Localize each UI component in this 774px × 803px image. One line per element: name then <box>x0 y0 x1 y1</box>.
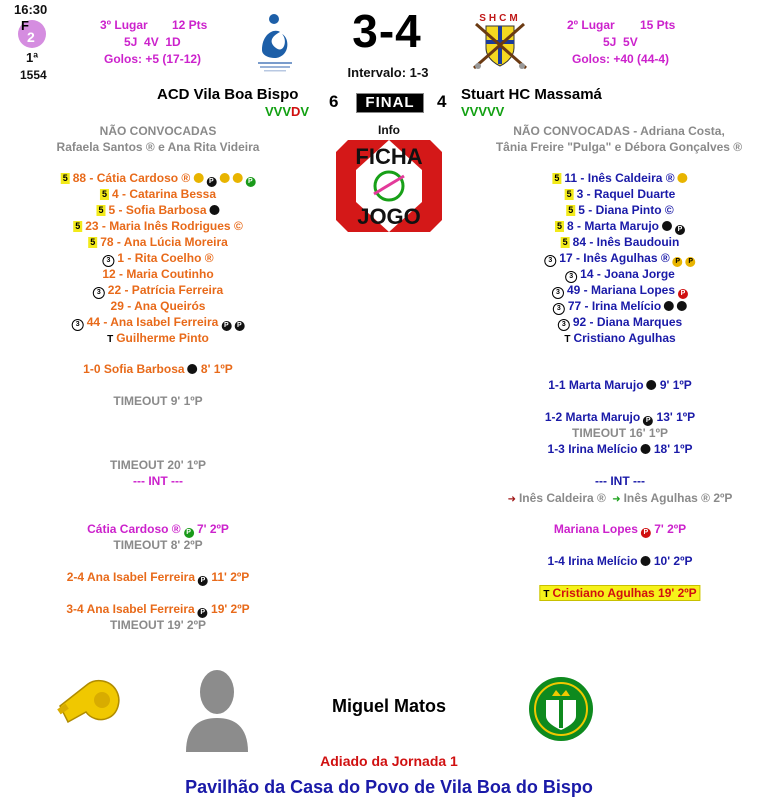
goal-ball-icon <box>641 556 651 566</box>
penalty-icon: P <box>234 321 244 331</box>
event-text: 3-4 Ana Isabel Ferreira <box>66 602 195 616</box>
event-text: Mariana Lopes <box>553 522 638 536</box>
event-time: 7' 2ºP <box>650 522 687 536</box>
away-team-logo[interactable] <box>468 10 532 74</box>
starter-badge: 5 <box>62 173 68 183</box>
sub-in-player: Inês Agulhas ® 2ºP <box>623 491 733 505</box>
sub-badge: 3 <box>558 319 570 331</box>
home-event <box>83 362 233 376</box>
away-points: 15 Pts <box>640 18 676 32</box>
event-time: 9' 1ºP <box>656 378 692 392</box>
sub-badge: 3 <box>565 271 577 283</box>
event-text: 1-2 Marta Marujo <box>544 410 641 424</box>
final-score: 3-4 <box>352 5 422 57</box>
penalty-icon: P <box>686 257 696 267</box>
away-player-row[interactable] <box>561 235 680 249</box>
penalty-icon: P <box>675 225 685 235</box>
event-text: Cátia Cardoso ® <box>87 522 181 536</box>
goal-ball-icon <box>641 444 651 454</box>
home-player-row[interactable] <box>93 283 223 299</box>
yellow-card-icon <box>232 173 242 183</box>
player-name: 84 - Inês Baudouin <box>572 235 680 249</box>
home-event <box>113 394 202 408</box>
coach-t-icon: T <box>564 334 571 345</box>
league-badge-letter: F <box>21 18 29 33</box>
home-record: 5J 4V 1D <box>124 35 181 49</box>
player-name: 8 - Marta Marujo <box>567 219 660 233</box>
player-name: 11 - Inês Caldeira ® <box>564 171 675 185</box>
league-badge <box>18 20 46 48</box>
goal-ball-icon <box>677 301 687 311</box>
away-event <box>548 378 692 392</box>
round-label: 1ª <box>26 50 39 65</box>
coach-event-highlight <box>539 586 700 600</box>
away-player-row[interactable] <box>555 219 685 235</box>
player-name: 22 - Patrícia Ferreira <box>107 283 224 297</box>
player-name: 23 - Maria Inês Rodrigues © <box>85 219 243 233</box>
home-standing: 3º Lugar <box>100 18 148 32</box>
starter-badge: 5 <box>75 221 81 231</box>
player-name: Cristiano Agulhas <box>573 331 676 345</box>
halftime-score: Intervalo: 1-3 <box>347 65 429 80</box>
sub-badge: 3 <box>72 319 84 331</box>
starter-badge: 5 <box>562 237 568 247</box>
player-name: 3 - Raquel Duarte <box>576 187 676 201</box>
home-team-logo[interactable] <box>252 10 298 74</box>
sub-out-arrow-icon: ➜ <box>507 494 516 505</box>
home-event <box>66 602 249 618</box>
away-unavailable-names: Tânia Freire "Pulga" e Débora Gonçalves ® <box>495 140 743 154</box>
status-label: FINAL <box>365 94 415 111</box>
ficha-bottom-word: JOGO <box>357 204 421 229</box>
goal-ball-icon <box>664 301 674 311</box>
player-name: 5 - Sofia Barbosa <box>108 203 207 217</box>
game-id: 1554 <box>20 68 47 82</box>
player-name: 78 - Ana Lúcia Moreira <box>100 235 228 249</box>
player-name: 29 - Ana Queirós <box>110 299 206 313</box>
starter-badge: 5 <box>566 189 572 199</box>
home-player-row[interactable] <box>96 203 219 217</box>
home-player-row[interactable] <box>73 219 243 233</box>
event-text: 1-3 Irina Melício <box>547 442 638 456</box>
event-time: 11' 2ºP <box>208 570 250 584</box>
goal-ball-icon <box>662 221 672 231</box>
sub-badge: 3 <box>552 287 564 299</box>
home-player-row[interactable] <box>61 171 256 187</box>
yellow-card-icon <box>219 173 229 183</box>
away-goals-scored: 4 <box>437 92 447 111</box>
away-player-row[interactable] <box>558 315 682 331</box>
penalty-icon: P <box>206 177 216 187</box>
home-player-row[interactable] <box>72 315 245 331</box>
penalty-icon: P <box>678 289 688 299</box>
event-text: --- INT --- <box>133 474 183 488</box>
away-player-row[interactable] <box>552 283 688 299</box>
away-event <box>572 426 668 440</box>
away-standing: 2º Lugar <box>567 18 615 32</box>
home-event <box>110 618 206 632</box>
league-badge-number: 2 <box>27 29 35 45</box>
yellow-card-icon <box>678 173 688 183</box>
home-event <box>133 474 183 488</box>
home-goals: Golos: +5 (17-12) <box>104 52 202 66</box>
player-name: 92 - Diana Marques <box>572 315 683 329</box>
home-player-row[interactable] <box>102 267 213 281</box>
penalty-icon: P <box>673 257 683 267</box>
coach-event-text: Cristiano Agulhas 19' 2ºP <box>552 586 697 600</box>
home-event <box>67 570 250 586</box>
penalty-icon: P <box>245 177 255 187</box>
substitution-event <box>508 491 733 505</box>
home-points: 12 Pts <box>172 18 208 32</box>
event-text: 2-4 Ana Isabel Ferreira <box>66 570 196 584</box>
event-text: 1-1 Marta Marujo <box>548 378 644 392</box>
home-unavailable-title: NÃO CONVOCADAS <box>99 124 217 138</box>
starter-badge: 5 <box>568 205 574 215</box>
info-link[interactable]: Info <box>378 123 400 137</box>
home-goals-scored: 6 <box>329 92 339 111</box>
away-player-row[interactable] <box>553 299 687 315</box>
goal-ball-icon <box>647 380 657 390</box>
away-logo-letters: SHCM <box>479 13 521 24</box>
sub-badge: 3 <box>544 255 556 267</box>
event-time: 7' 2ºP <box>193 522 229 536</box>
event-time: 10' 2ºP <box>650 554 693 568</box>
association-logo <box>528 676 594 742</box>
yellow-card-icon <box>193 173 203 183</box>
player-name: 14 - Joana Jorge <box>580 267 675 281</box>
player-name: 77 - Irina Melício <box>567 299 662 313</box>
away-player-row[interactable] <box>565 187 676 201</box>
player-name: 17 - Inês Agulhas ® <box>559 251 670 265</box>
penalty-icon: P <box>641 528 651 538</box>
event-text: TIMEOUT 20' 1ºP <box>110 458 206 472</box>
starter-badge: 5 <box>90 237 96 247</box>
penalty-icon: P <box>198 608 208 618</box>
home-event <box>113 538 202 552</box>
away-form: VVVVV <box>461 104 505 119</box>
event-time: 8' 1ºP <box>197 362 233 376</box>
whistle-icon <box>54 676 124 726</box>
home-event <box>110 458 206 472</box>
home-player-row[interactable] <box>102 251 213 267</box>
penalty-icon: P <box>221 321 231 331</box>
sub-out-player: Inês Caldeira ® <box>518 491 606 505</box>
home-form-draw: D <box>291 104 301 119</box>
away-player-row[interactable] <box>552 171 687 185</box>
away-record: 5J 5V <box>603 35 638 49</box>
player-name: 1 - Rita Coelho ® <box>117 251 214 265</box>
starter-badge: 5 <box>554 173 560 183</box>
match-time: 16:30 <box>14 2 48 17</box>
event-time: 18' 1ºP <box>650 442 693 456</box>
penalty-icon: P <box>184 528 194 538</box>
event-time: 19' 2ºP <box>207 602 250 616</box>
away-unavailable-title: NÃO CONVOCADAS - Adriana Costa, <box>513 124 725 138</box>
home-team-name[interactable]: ACD Vila Boa Bispo <box>157 86 299 103</box>
away-player-row[interactable] <box>564 331 675 345</box>
postponement-note: Adiado da Jornada 1 <box>320 753 458 769</box>
referee-avatar <box>186 664 248 752</box>
event-text: TIMEOUT 19' 2ºP <box>110 618 206 632</box>
starter-badge: 5 <box>556 221 562 231</box>
away-player-row[interactable] <box>565 267 675 283</box>
sub-badge: 3 <box>553 303 565 315</box>
event-text: --- INT --- <box>595 474 645 488</box>
home-player-row[interactable] <box>107 331 209 345</box>
penalty-icon: P <box>198 576 208 586</box>
ficha-jogo-logo[interactable] <box>336 140 442 232</box>
status-badge <box>356 93 424 113</box>
event-text: TIMEOUT 16' 1ºP <box>572 426 668 440</box>
goal-ball-icon <box>188 364 198 374</box>
coach-t-icon: T <box>543 589 550 600</box>
away-event <box>595 474 645 488</box>
player-name: 88 - Cátia Cardoso ® <box>72 171 191 185</box>
home-unavailable-names: Rafaela Santos ® e Ana Rita Videira <box>56 140 260 154</box>
player-name: Guilherme Pinto <box>116 331 209 345</box>
event-text: 1-0 Sofia Barbosa <box>83 362 185 376</box>
coach-t-icon: T <box>107 334 114 345</box>
sub-badge: 3 <box>102 255 114 267</box>
home-form-win-last: V <box>300 104 310 119</box>
home-event <box>87 522 229 538</box>
player-name: 5 - Diana Pinto © <box>578 203 674 217</box>
player-name: 4 - Catarina Bessa <box>111 187 217 201</box>
home-player-row[interactable] <box>88 235 228 249</box>
goal-ball-icon <box>210 205 220 215</box>
away-event <box>548 442 693 456</box>
player-name: 44 - Ana Isabel Ferreira <box>86 315 219 329</box>
home-player-row[interactable] <box>100 187 216 201</box>
sub-badge: 3 <box>93 287 105 299</box>
event-text: TIMEOUT 8' 2ºP <box>113 538 203 552</box>
away-player-row[interactable] <box>566 203 674 217</box>
penalty-icon: P <box>643 416 653 426</box>
away-team-name[interactable]: Stuart HC Massamá <box>461 86 602 103</box>
sub-in-arrow-icon: ➜ <box>612 494 621 505</box>
away-event <box>548 554 693 568</box>
event-time: 13' 1ºP <box>653 410 696 424</box>
event-text: TIMEOUT 9' 1ºP <box>113 394 203 408</box>
home-form <box>265 104 309 119</box>
away-event <box>554 522 686 538</box>
venue-name[interactable]: Pavilhão da Casa do Povo de Vila Boa do Bispo <box>185 777 593 797</box>
away-player-row[interactable] <box>544 251 695 267</box>
event-text: 1-4 Irina Melício <box>547 554 638 568</box>
player-name: 49 - Mariana Lopes <box>566 283 676 297</box>
referee-name[interactable]: Miguel Matos <box>331 696 447 716</box>
ficha-top-word: FICHA <box>355 144 423 169</box>
home-form-wins: VVV <box>265 104 292 119</box>
away-goals: Golos: +40 (44-4) <box>572 52 670 66</box>
starter-badge: 5 <box>98 205 104 215</box>
starter-badge: 5 <box>101 189 107 199</box>
home-player-row[interactable] <box>111 299 206 313</box>
away-event <box>545 410 695 426</box>
player-name: 12 - Maria Coutinho <box>102 267 214 281</box>
